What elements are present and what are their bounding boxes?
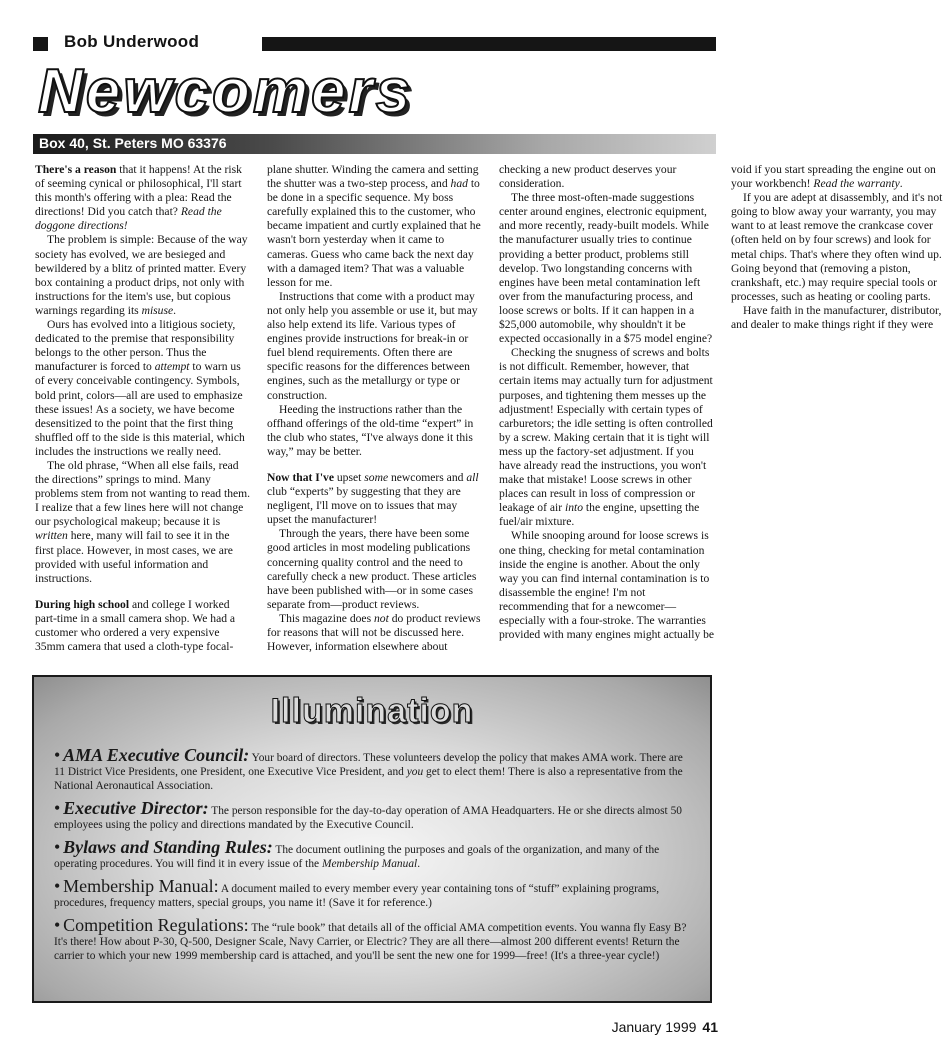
bullet-icon: • [54, 915, 61, 935]
article-paragraph: While snooping around for loose screws is one thing, checking for metal contamination inside the engine is another. About the only way you can find internal contamination is to disassemble the engine! I'm not recommending that for a newcomer—especially with a four-stroke. The warranties provided with many engines might actually be void if you start spreading the engine out on your workbench! Read the warranty. [499, 163, 936, 642]
author-address: Box 40, St. Peters MO 63376 [39, 135, 227, 151]
illumination-sidebar [32, 675, 712, 1003]
sidebar-item: • Membership Manual: A document mailed to every member every year containing tons of “stuff” explaining programs, procedures, frequency matters, special groups, you name it! (Save it for reference.) [54, 876, 660, 909]
sidebar-item: • Executive Director: The person responsible for the day-to-day operation of AMA Headquarters. He or she directs almost 50 employees using the policy and directions mandated by the Executive Council. [54, 798, 682, 831]
sidebar-item: • Bylaws and Standing Rules: The document outlining the purposes and goals of the organization, and many of the operating procedures. You will find it in every issue of the Membership Manual. [54, 837, 660, 870]
run-in-lead: During high school [35, 597, 130, 611]
author-name: Bob Underwood [64, 32, 200, 51]
sidebar-term: Competition Regulations: [63, 915, 249, 935]
sidebar-term: Bylaws and Standing Rules: [63, 837, 273, 857]
article-paragraph: The three most-often-made suggestions center around engines, electronic equipment, and more recently, ready-built models. While the manufacturer usually tries to continue providing a better product, problems still develop. Two longstanding concerns with engines have been metal contamination left over from the manufacturing process, and loose screws or bolts. If it can happen in a $25,000 automobile, why shouldn't it be expected occasionally in a $75 model engine? [499, 191, 713, 346]
article-body [35, 163, 943, 668]
article-paragraph: This magazine does not do product reviews for reasons that will not be discussed here. However, information elsewhere about checking a new product deserves your consideration. [267, 163, 677, 654]
sidebar-item: • Competition Regulations: The “rule book” that details all of the official AMA competition events. You wanna fly Easy B? It's there! How about P-30, Q-500, Designer Scale, Navy Carrier, or Electric? They are all there—almost 200 different events! Return the carrier to which your new 1999 membership card is attached, and you'll be sent the new one for 1999—free! (It's a three-year cycle!) [54, 915, 687, 962]
run-in-lead: There's a reason [35, 163, 117, 176]
sidebar-term: AMA Executive Council: [63, 745, 250, 765]
sidebar-title: Illumination [270, 692, 474, 730]
sidebar-term: Membership Manual: [63, 876, 219, 896]
article-paragraph: Now that I've upset some newcomers and all club “experts” by suggesting that they are negligent, I'll move on to issues that may upset the manufacturer! [267, 470, 479, 527]
sidebar-term: Executive Director: [63, 798, 209, 818]
bullet-icon: • [54, 876, 61, 896]
page-number: 41 [702, 1019, 718, 1035]
article-paragraph: The problem is simple: Because of the way society has evolved, we are besieged and bewildered by a blitz of printed matter. Every box containing a product drips, not only with instructions for the item's use, but copious warnings regarding its misuse. [35, 233, 248, 317]
address-bar [33, 134, 716, 154]
sidebar-list [54, 745, 694, 971]
run-in-lead: Now that I've [267, 470, 334, 484]
article-paragraph: Have faith in the manufacturer, distributor, and dealer to make things right if they were [731, 303, 942, 332]
page-footer [612, 1019, 718, 1035]
bullet-icon: • [54, 837, 61, 857]
article-paragraph: If you are adept at disassembly, and it's not going to blow away your warranty, you may want to at least remove the crankcase cover (often held on by four screws) and look for metal chips. That's where they often wind up. Going beyond that (removing a piston, crankshaft, etc.) may require special tools or processes, such as heating or cooling parts. [731, 191, 943, 303]
sidebar-item: • AMA Executive Council: Your board of directors. These volunteers develop the policy that makes AMA work. There are 11 District Vice Presidents, one President, one Executive Vice President, and you get to elect them! There is also a representative from the National Aeronautical Association. [54, 745, 683, 792]
bullet-icon: • [54, 745, 61, 765]
header-bullet-square [33, 37, 48, 51]
article-paragraph: Ours has evolved into a litigious society, dedicated to the premise that responsibility belongs to the other person. Thus the manufacturer is forced to attempt to warn us of every conceivable contingency. Symbols, bold print, colors—all are used to emphasize these issues! As a society, we have become desensitized to the point that the first thing shuffled off to the side is this material, which includes the instructions we really need. [35, 318, 245, 458]
article-paragraph: Through the years, there have been some good articles in most modeling publications concerning quality control and the need to carefully check a new product. These articles have been published with—or in some cases separate from—product reviews. [267, 527, 477, 611]
article-paragraph: The old phrase, “When all else fails, read the directions” springs to mind. Many problems stem from not wanting to read them. I realize that a few lines here will not change our psychological makeup; because it is written here, many will fail to see it in the first place. However, in most cases, we are provided with useful information and instructions. [35, 458, 251, 585]
article-paragraph: Heeding the instructions rather than the offhand offerings of the old-time “expert” in the club who states, “I've always done it this way,” may be better. [267, 402, 474, 458]
article-paragraph: Checking the snugness of screws and bolts is not difficult. Remember, however, that certain items may actually turn for adjustment purposes, and tightening them messes up the adjustment! Especially with certain types of carburetors; the idle setting is often controlled by a screw. Making certain that it is tight will mess up the factory-set adjustment. If you have already read the instructions, you won't make that mistake! Loose screws in other places can result in loss of compression or leakage of air into the engine, upsetting the fuel/air mixture. [499, 346, 713, 529]
bullet-icon: • [54, 798, 61, 818]
article-paragraph: During high school and college I worked part-time in a small camera shop. We had a customer who ordered a very expensive 35mm camera that used a cloth-type focal-plane shutter. Winding the camera and setting the shutter was a two-step process, and had to be done in a specific sequence. My boss carefully explained this to the customer, who became impatient and curtly explained that he wasn't born yesterday when it came to cameras. Guess who came back the next day with a damaged item? That was a valuable lesson for me. [35, 163, 481, 654]
article-paragraph: There's a reason that it happens! At the risk of seeming cynical or philosophical, I'll start this month's offering with a plea: Read the directions! Did you catch that? Read the doggone directions! [35, 163, 242, 233]
issue-date: January 1999 [611, 1019, 697, 1035]
header-rule [262, 37, 716, 51]
article-paragraph: Instructions that come with a product may not only help you assemble or use it, but may also help extend its life. Various types of engines provide instructions for break-in or fuel blend requirements. Often there are specific reasons for the differences between engines, such as the metallurgy or type or construction. [267, 289, 478, 402]
column-title: Newcomers [38, 57, 414, 126]
